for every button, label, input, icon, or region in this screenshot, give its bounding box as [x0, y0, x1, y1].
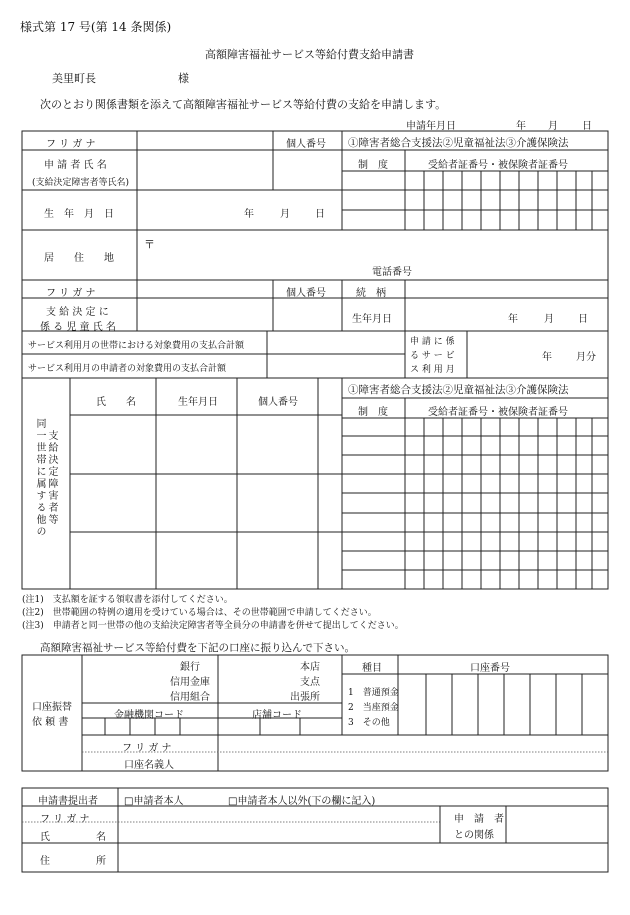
bank-intro: 高額障害福祉サービス等給付費を下記の口座に振り込んで下さい。: [40, 642, 355, 654]
holder-furigana-label: フ リ ガ ナ: [122, 743, 172, 754]
account-request-label-1: 口座振替: [32, 702, 72, 713]
submitter-label: 申請書提出者: [38, 796, 98, 807]
cert-number-label: 受給者証番号・被保険者証番号: [428, 160, 568, 171]
applicant-total-label: サービス利用月の申請者の対象費用の支払合計額: [28, 364, 227, 374]
phone-label: 電話番号: [372, 267, 412, 278]
submitter-other-checkbox[interactable]: □申請者本人以外(下の欄に記入): [228, 796, 376, 807]
household-total-label: サービス利用月の世帯における対象費用の支払合計額: [28, 341, 245, 351]
child-furigana-label: フ リ ガ ナ: [46, 288, 96, 299]
child-personal-number-label: 個人番号: [286, 288, 326, 299]
applicant-name-sublabel: (支給決定障害者等氏名): [32, 178, 130, 188]
birth-month: 月: [280, 209, 290, 220]
relation-label: 続 柄: [356, 288, 386, 299]
service-year: 年: [542, 352, 552, 363]
submitter-relation-label-2: との関係: [454, 830, 494, 841]
service-month-label-1: 申 請 に 係: [410, 337, 455, 347]
system-label: 制 度: [358, 160, 388, 171]
note-3: (注3) 申請者と同一世帯の他の支給決定障害者等全員分の申請書を併せて提出してください。: [22, 621, 404, 631]
sub-office-label: 出張所: [290, 692, 320, 703]
account-type-label: 種目: [362, 663, 382, 674]
submitter-address-label-1: 住: [40, 856, 50, 867]
child-birth-label: 生年月日: [352, 314, 392, 325]
submitter-self-checkbox[interactable]: □申請者本人: [124, 796, 184, 807]
bank-label: 銀行: [180, 662, 200, 673]
household-vertical-label-2: 支給決定障害者等: [46, 430, 57, 526]
institution-code-label: 金融機関コード: [114, 710, 184, 721]
intro-text: 次のとおり関係書類を添えて高額障害福祉サービス等給付費の支給を申請します。: [40, 98, 447, 111]
account-holder-label: 口座名義人: [124, 760, 174, 771]
head-office-label: 本店: [300, 662, 320, 673]
household-personal-header: 個人番号: [258, 397, 298, 408]
credit-bank-label: 信用金庫: [170, 677, 210, 688]
household-cert-label: 受給者証番号・被保険者証番号: [428, 407, 568, 418]
household-system-label: 制 度: [358, 407, 388, 418]
addressee: 美里町長: [52, 72, 96, 85]
household-vertical-label-1: 同一世帯に属する他の: [34, 418, 45, 538]
submitter-name-label-1: 氏: [40, 832, 50, 843]
credit-union-label: 信用組合: [170, 692, 210, 703]
child-birth-year: 年: [508, 314, 518, 325]
submitter-address-label-2: 所: [96, 856, 106, 867]
submitter-name-label-2: 名: [96, 832, 106, 843]
birth-day: 日: [315, 209, 325, 220]
submitter-relation-label-1: 申 請 者: [454, 814, 504, 825]
postal-mark: 〒: [144, 238, 155, 251]
note-1: (注1) 支払額を証する領収書を添付してください。: [22, 595, 233, 605]
applicant-personal-number-label: 個人番号: [286, 139, 326, 150]
account-type-current: 2 当座預金: [348, 703, 399, 713]
addressee-honorific: 様: [178, 72, 189, 85]
service-month-label-3: ス 利 用 月: [410, 365, 455, 375]
account-type-other: 3 その他: [348, 718, 390, 728]
child-birth-month: 月: [544, 314, 554, 325]
note-2: (注2) 世帯範囲の特例の適用を受けている場合は、その世帯範囲で申請してください。: [22, 608, 377, 618]
date-month: 月: [548, 121, 558, 132]
household-name-header: 氏 名: [96, 397, 136, 408]
service-month: 月分: [576, 352, 596, 363]
submitter-furigana-label: フ リ ガ ナ: [40, 814, 90, 825]
branch-code-label: 店舗コード: [252, 710, 302, 721]
branch-label: 支点: [300, 677, 320, 688]
child-name-label-1: 支 給 決 定 に: [46, 307, 109, 318]
child-name-label-2: 係 る 児 童 氏 名: [40, 322, 116, 333]
account-type-ordinary: 1 普通預金: [348, 688, 399, 698]
page-title: 高額障害福祉サービス等給付費支給申請書: [205, 48, 414, 61]
account-number-label: 口座番号: [470, 663, 510, 674]
date-year: 年: [516, 121, 526, 132]
account-request-label-2: 依 頼 書: [32, 717, 69, 728]
applicant-furigana-label: フ リ ガ ナ: [46, 139, 96, 150]
household-insurance-types: ①障害者総合支援法②児童福祉法③介護保険法: [348, 384, 569, 396]
birth-year: 年: [244, 209, 254, 220]
child-birth-day: 日: [578, 314, 588, 325]
household-birth-header: 生年月日: [178, 397, 218, 408]
address-label: 居 住 地: [44, 253, 114, 264]
insurance-types-label: ①障害者総合支援法②児童福祉法③介護保険法: [348, 137, 569, 149]
application-date-label: 申請年月日: [406, 121, 456, 132]
service-month-label-2: る サ ー ビ: [410, 351, 455, 361]
birth-label: 生 年 月 日: [44, 209, 114, 220]
applicant-name-label: 申 請 者 氏 名: [44, 160, 107, 171]
form-number: 様式第 17 号(第 14 条関係): [20, 20, 172, 34]
date-day: 日: [582, 121, 592, 132]
